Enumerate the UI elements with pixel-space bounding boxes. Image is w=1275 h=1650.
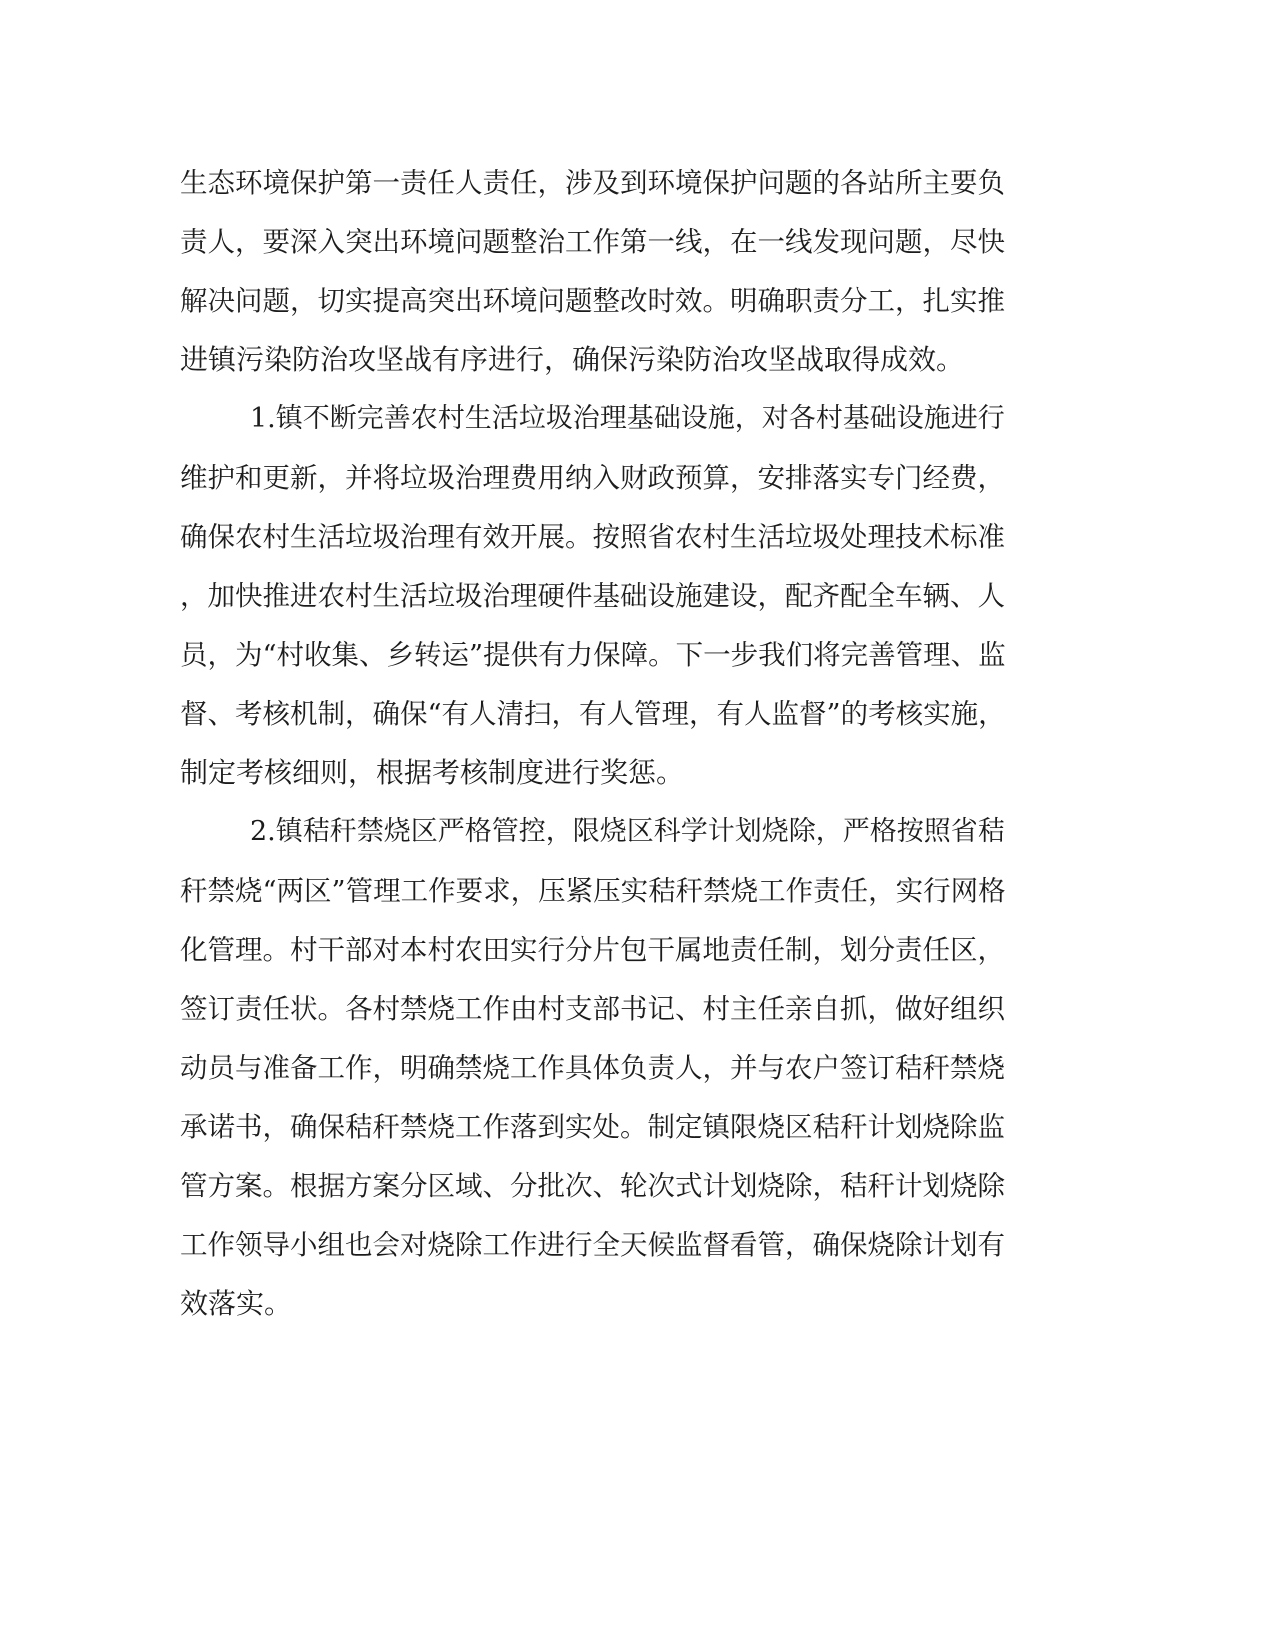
text-line-content: 进镇污染防治攻坚战有序进行，确保污染防治攻坚战取得成效。 [180, 343, 965, 376]
text-line-content: 确保农村生活垃圾治理有效开展。按照省农村生活垃圾处理技术标准 [180, 521, 1005, 553]
text-line [0, 1107, 1275, 1147]
text-line-content: 责人，要深入突出环境问题整治工作第一线，在一线发现问题，尽快 [180, 226, 1005, 258]
text-line [0, 517, 1275, 557]
text-line-content: 督、考核机制，确保“有人清扫，有人管理，有人监督”的考核实施， [180, 698, 1006, 730]
text-line [0, 635, 1275, 675]
text-line [0, 399, 1275, 439]
text-line-content: 2.镇秸秆禁烧区严格管控，限烧区科学计划烧除，严格按照省秸 [250, 816, 1005, 847]
text-line [0, 340, 1275, 380]
text-line-content: 效落实。 [180, 1287, 293, 1320]
text-line-content: 维护和更新，并将垃圾治理费用纳入财政预算，安排落实专门经费， [180, 462, 1005, 494]
text-line-content: 解决问题，切实提高突出环境问题整改时效。明确职责分工，扎实推 [180, 285, 1005, 317]
text-line-content: 制定考核细则，根据考核制度进行奖惩。 [180, 756, 685, 789]
text-line-content: 签订责任状。各村禁烧工作由村支部书记、村主任亲自抓，做好组织 [180, 993, 1005, 1025]
text-line [0, 163, 1275, 203]
text-line [0, 694, 1275, 734]
text-line-content: 承诺书，确保秸秆禁烧工作落到实处。制定镇限烧区秸秆计划烧除监 [180, 1111, 1005, 1143]
text-line [0, 1166, 1275, 1206]
text-line-content: 生态环境保护第一责任人责任，涉及到环境保护问题的各站所主要负 [180, 167, 1005, 199]
text-line [0, 753, 1275, 793]
text-line-content: 员，为“村收集、乡转运”提供有力保障。下一步我们将完善管理、监 [180, 639, 1006, 671]
text-line [0, 812, 1275, 852]
text-line [0, 281, 1275, 321]
text-line [0, 1048, 1275, 1088]
text-line [0, 989, 1275, 1029]
text-line [0, 1284, 1275, 1324]
text-line [0, 222, 1275, 262]
text-line [0, 458, 1275, 498]
text-line-content: 动员与准备工作，明确禁烧工作具体负责人，并与农户签订秸秆禁烧 [180, 1052, 1005, 1084]
text-line-content: ，加快推进农村生活垃圾治理硬件基础设施建设，配齐配全车辆、人 [180, 580, 1005, 612]
text-line-content: 工作领导小组也会对烧除工作进行全天候监督看管，确保烧除计划有 [180, 1229, 1005, 1261]
text-line [0, 1225, 1275, 1265]
text-line [0, 871, 1275, 911]
text-line [0, 576, 1275, 616]
text-line-content: 管方案。根据方案分区域、分批次、轮次式计划烧除，秸秆计划烧除 [180, 1170, 1005, 1202]
text-line-content: 化管理。村干部对本村农田实行分片包干属地责任制，划分责任区， [180, 934, 1005, 966]
text-line-content: 秆禁烧“两区”管理工作要求，压紧压实秸秆禁烧工作责任，实行网格 [180, 875, 1006, 907]
text-line [0, 930, 1275, 970]
text-line-content: 1.镇不断完善农村生活垃圾治理基础设施，对各村基础设施进行 [250, 403, 1005, 434]
